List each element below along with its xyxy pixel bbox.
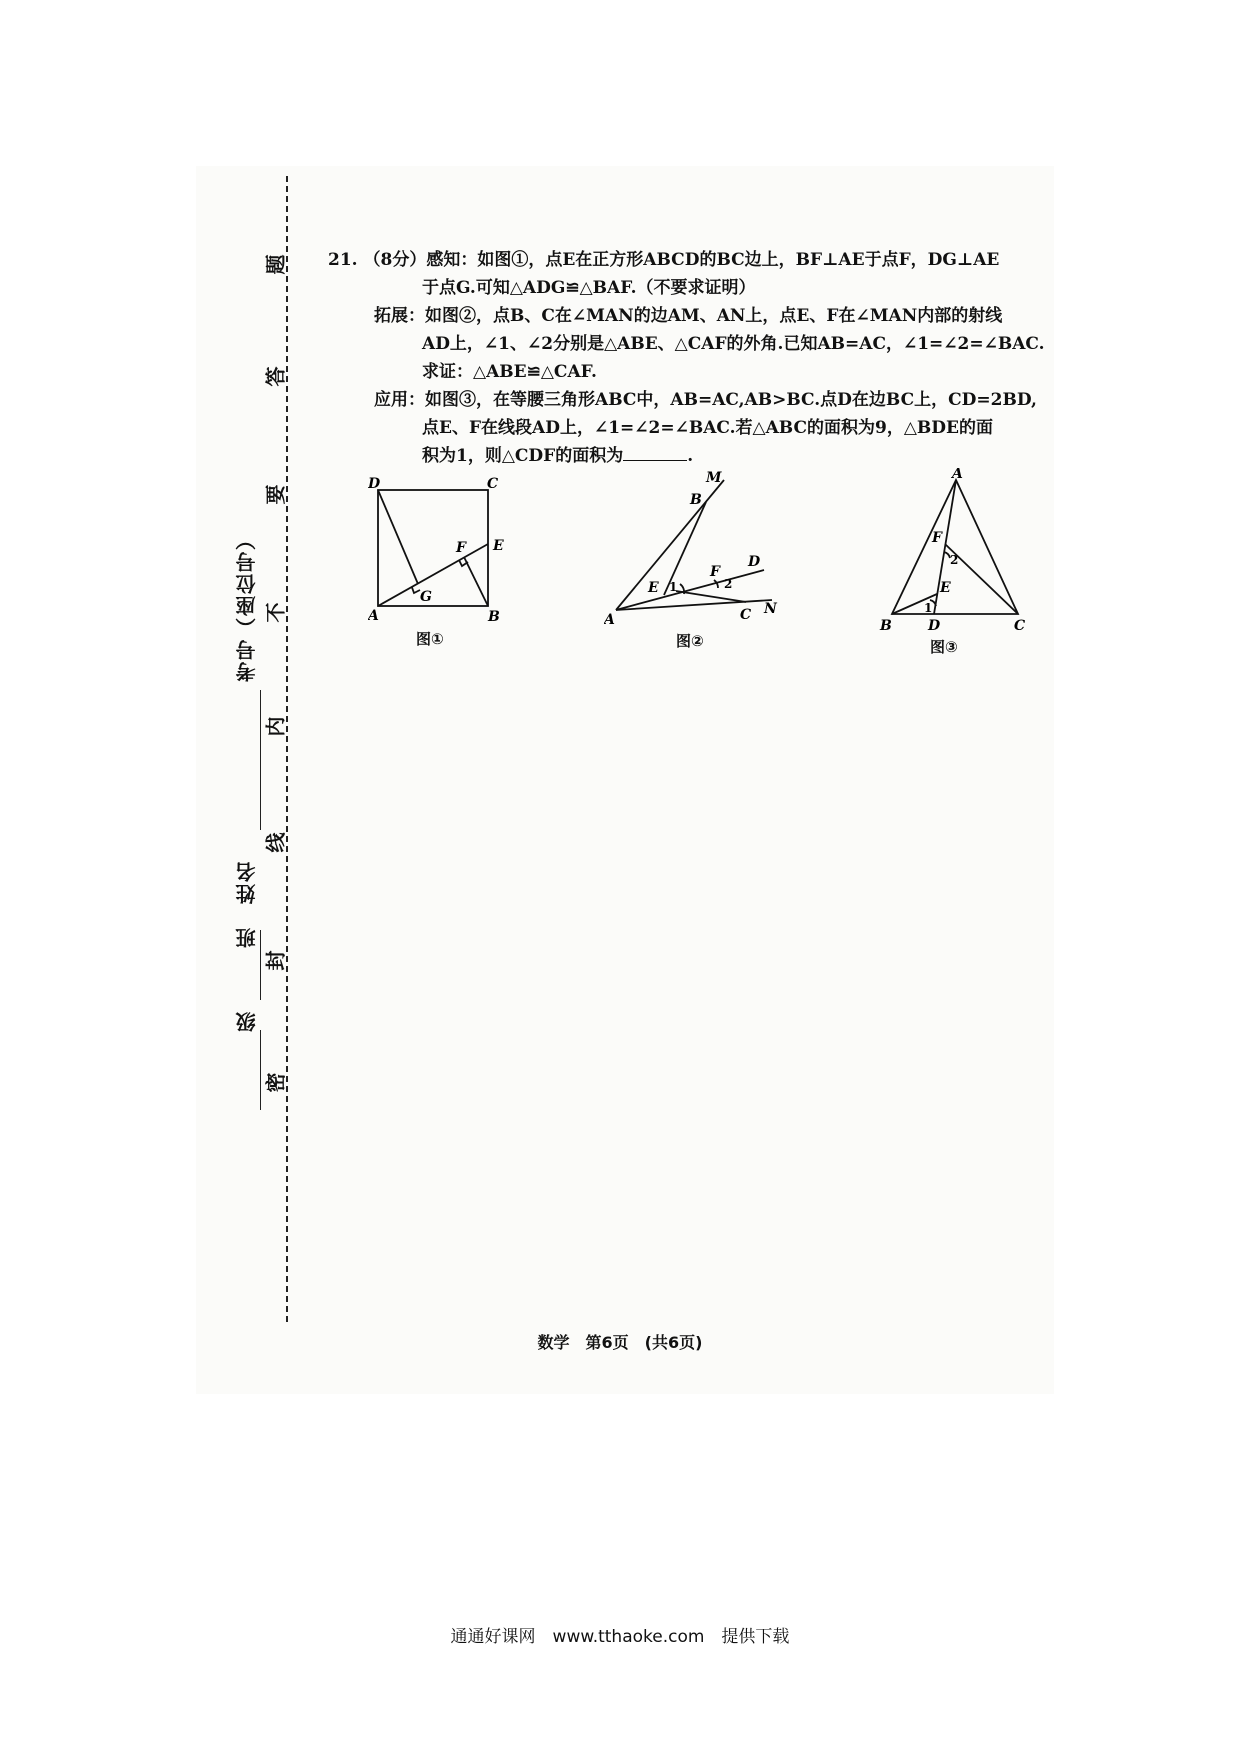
seal-char: 线 bbox=[263, 832, 288, 853]
seal-char: 不 bbox=[263, 602, 288, 623]
figure-3 bbox=[870, 468, 1040, 656]
page-footer: 数学 第6页 (共6页) bbox=[537, 1333, 703, 1352]
figure-1-drawing bbox=[368, 476, 508, 626]
figure-caption: 图② bbox=[676, 632, 704, 650]
figure-2-drawing bbox=[604, 470, 784, 626]
question-text: 积为1，则△CDF的面积为 bbox=[422, 446, 624, 466]
question-line: 点E、F在线段AD上，∠1=∠2=∠BAC.若△ABC的面积为9，△BDE的面 bbox=[422, 418, 993, 438]
exam-number-blank bbox=[260, 690, 261, 830]
question-line: 于点G.可知△ADG≌△BAF.（不要求证明） bbox=[422, 278, 756, 298]
question-line bbox=[328, 386, 1048, 414]
answer-blank[interactable] bbox=[623, 442, 687, 461]
angle-label: 2 bbox=[950, 553, 959, 567]
question-text: . bbox=[687, 446, 694, 466]
point-label: C bbox=[740, 607, 752, 623]
class-label: 班 bbox=[235, 926, 259, 948]
point-label: A bbox=[952, 468, 963, 482]
question-number: 21. bbox=[328, 250, 358, 270]
seal-char: 要 bbox=[263, 484, 288, 505]
question-line bbox=[328, 442, 1048, 470]
name-label: 姓名 bbox=[235, 860, 259, 904]
question-line: 求证：△ABE≌△CAF. bbox=[422, 362, 597, 382]
point-label: A bbox=[604, 612, 615, 626]
figure-caption: 图① bbox=[416, 630, 444, 648]
point-label: D bbox=[748, 554, 761, 570]
seal-char: 内 bbox=[263, 716, 288, 737]
question-text: 如图②，点B、C在∠MAN的边AM、AN上，点E、F在∠MAN内部的射线 bbox=[425, 306, 1003, 326]
angle-label: 1 bbox=[924, 601, 933, 615]
point-label: E bbox=[940, 580, 951, 596]
angle-label: 1 bbox=[669, 580, 678, 594]
question-score: （8分） bbox=[363, 250, 427, 270]
exam-number-label: 考号（座位号） bbox=[235, 528, 259, 682]
class-blank bbox=[260, 1030, 261, 1110]
seal-char: 封 bbox=[263, 950, 288, 971]
figure-2 bbox=[604, 470, 784, 650]
question-text: 如图③，在等腰三角形ABC中，AB=AC,AB>BC.点D在边BC上，CD=2BD, bbox=[425, 390, 1037, 410]
part-label: 感知： bbox=[426, 250, 478, 270]
grade-label: 级 bbox=[235, 1010, 259, 1032]
figure-3-drawing bbox=[870, 468, 1040, 632]
point-label: B bbox=[690, 492, 702, 508]
question-line bbox=[328, 302, 1048, 330]
point-label: B bbox=[880, 618, 892, 632]
seal-char: 题 bbox=[263, 254, 288, 275]
point-label: E bbox=[648, 580, 659, 596]
point-label: G bbox=[420, 589, 432, 605]
figure-1 bbox=[368, 476, 508, 648]
seal-char: 答 bbox=[263, 366, 288, 387]
question-line: AD上，∠1、∠2分别是△ABE、△CAF的外角.已知AB=AC，∠1=∠2=∠BAC. bbox=[422, 334, 1045, 354]
question-line bbox=[328, 246, 1048, 274]
point-label: A bbox=[368, 608, 379, 624]
seal-line bbox=[286, 176, 288, 1322]
point-label: D bbox=[368, 476, 381, 492]
seal-char: 密 bbox=[263, 1072, 288, 1093]
question-text: 如图①，点E在正方形ABCD的BC边上，BF⊥AE于点F，DG⊥AE bbox=[477, 250, 1000, 270]
part-label: 拓展： bbox=[374, 306, 425, 326]
point-label: D bbox=[928, 618, 941, 632]
point-label: F bbox=[932, 530, 942, 546]
point-label: N bbox=[764, 601, 777, 617]
point-label: B bbox=[488, 609, 500, 625]
angle-label: 2 bbox=[724, 577, 733, 591]
point-label: M bbox=[706, 470, 722, 486]
source-credit: 通通好课网 www.tthaoke.com 提供下载 bbox=[450, 1627, 790, 1647]
point-label: C bbox=[487, 476, 499, 492]
point-label: F bbox=[456, 540, 466, 556]
figure-caption: 图③ bbox=[930, 638, 958, 656]
point-label: F bbox=[710, 564, 720, 580]
point-label: E bbox=[493, 538, 504, 554]
part-label: 应用： bbox=[374, 390, 425, 410]
point-label: C bbox=[1014, 618, 1026, 632]
question-21 bbox=[328, 246, 1048, 470]
